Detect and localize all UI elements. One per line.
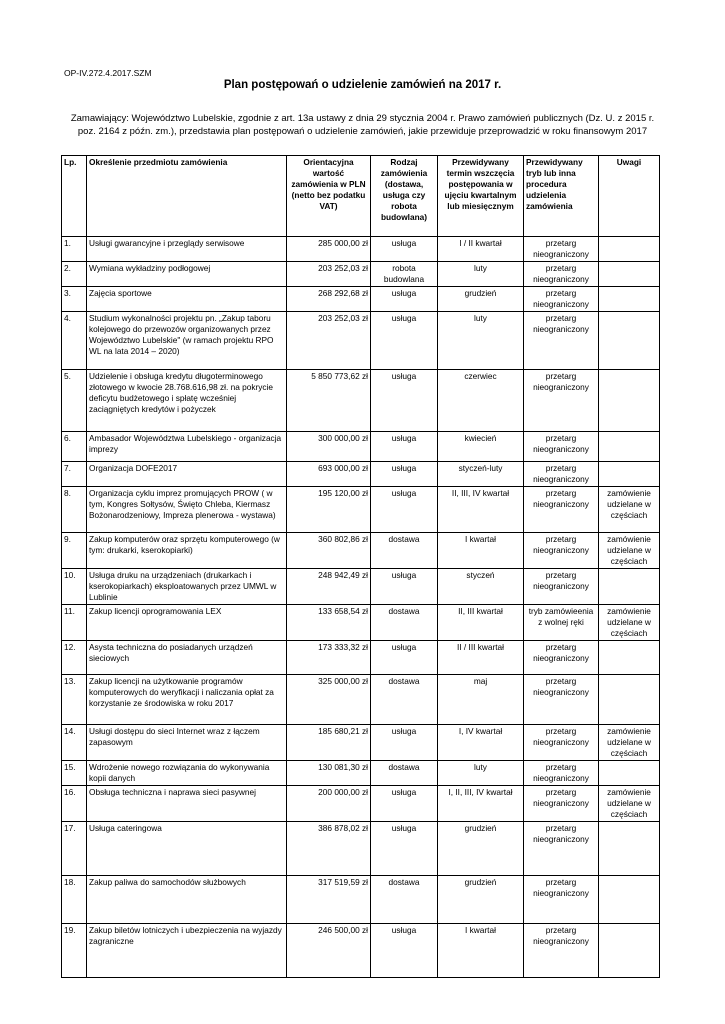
- cell-lp: 13.: [62, 675, 87, 725]
- cell-value: 195 120,00 zł: [287, 487, 371, 533]
- cell-subject: Organizacja cyklu imprez promujących PROW ( w tym, Kongres Sołtysów, Święto Chleba, Kiermasz Bożonarodzeniowy, Impreza plenerowa - wystawa): [87, 487, 287, 533]
- header-subject: Określenie przedmiotu zamówienia: [87, 156, 287, 237]
- table-row: [62, 370, 660, 432]
- cell-mode: przetarg nieograniczony: [524, 675, 599, 725]
- cell-type: usługa: [371, 462, 438, 487]
- cell-lp: 18.: [62, 876, 87, 924]
- cell-lp: 14.: [62, 725, 87, 761]
- cell-type: usługa: [371, 287, 438, 312]
- cell-value: 360 802,86 zł: [287, 533, 371, 569]
- cell-mode: przetarg nieograniczony: [524, 432, 599, 462]
- table-row: [62, 262, 660, 287]
- cell-subject: Zakup licencji na użytkowanie programów komputerowych do weryfikacji i naliczania opłat za korzystanie ze środowiska w roku 2017: [87, 675, 287, 725]
- cell-term: I / II kwartał: [438, 237, 524, 262]
- cell-value: 203 252,03 zł: [287, 312, 371, 370]
- cell-term: I kwartał: [438, 924, 524, 978]
- cell-notes: [599, 462, 660, 487]
- cell-mode: przetarg nieograniczony: [524, 237, 599, 262]
- cell-value: 203 252,03 zł: [287, 262, 371, 287]
- cell-lp: 15.: [62, 761, 87, 786]
- cell-subject: Zakup paliwa do samochodów służbowych: [87, 876, 287, 924]
- cell-term: kwiecień: [438, 432, 524, 462]
- cell-value: 248 942,49 zł: [287, 569, 371, 605]
- table-row: [62, 761, 660, 786]
- cell-value: 133 658,54 zł: [287, 605, 371, 641]
- cell-lp: 11.: [62, 605, 87, 641]
- table-row: [62, 487, 660, 533]
- header-value: Orientacyjna wartość zamówienia w PLN (netto bez podatku VAT): [287, 156, 371, 237]
- table-row: [62, 533, 660, 569]
- procurement-plan-table: [61, 155, 660, 978]
- cell-notes: [599, 569, 660, 605]
- cell-subject: Wymiana wykładziny podłogowej: [87, 262, 287, 287]
- table-row: [62, 876, 660, 924]
- cell-mode: przetarg nieograniczony: [524, 924, 599, 978]
- table-header-row: [62, 156, 660, 237]
- cell-mode: przetarg nieograniczony: [524, 761, 599, 786]
- cell-value: 317 519,59 zł: [287, 876, 371, 924]
- cell-mode: tryb zamówieenia z wolnej ręki: [524, 605, 599, 641]
- cell-lp: 6.: [62, 432, 87, 462]
- cell-subject: Usługa druku na urządzeniach (drukarkach i kserokopiarkach) eksploatowanych przez UMWL w Lublinie: [87, 569, 287, 605]
- header-lp: Lp.: [62, 156, 87, 237]
- cell-value: 185 680,21 zł: [287, 725, 371, 761]
- cell-value: 300 000,00 zł: [287, 432, 371, 462]
- cell-mode: przetarg nieograniczony: [524, 569, 599, 605]
- cell-notes: [599, 287, 660, 312]
- cell-type: usługa: [371, 432, 438, 462]
- cell-subject: Zakup komputerów oraz sprzętu komputerowego (w tym: drukarki, kserokopiarki): [87, 533, 287, 569]
- cell-type: usługa: [371, 370, 438, 432]
- intro-paragraph: Zamawiający: Województwo Lubelskie, zgodnie z art. 13a ustawy z dnia 29 stycznia 2004 r. Prawo zamówień publicznych (Dz. U. z 2015 r. poz. 2164 z późn. zm.), przedstawia plan postępowań o udzielenie zamówień, jakie przewiduje przeprowadzić w roku finansowym 2017: [70, 113, 655, 137]
- cell-term: maj: [438, 675, 524, 725]
- cell-notes: [599, 312, 660, 370]
- table-row: [62, 569, 660, 605]
- cell-notes: zamówienie udzielane w częściach: [599, 533, 660, 569]
- cell-type: robota budowlana: [371, 262, 438, 287]
- cell-lp: 2.: [62, 262, 87, 287]
- cell-mode: przetarg nieograniczony: [524, 533, 599, 569]
- cell-value: 325 000,00 zł: [287, 675, 371, 725]
- cell-lp: 1.: [62, 237, 87, 262]
- cell-notes: [599, 641, 660, 675]
- cell-subject: Ambasador Województwa Lubelskiego - organizacja imprezy: [87, 432, 287, 462]
- cell-notes: [599, 675, 660, 725]
- cell-notes: zamówienie udzielane w częściach: [599, 786, 660, 822]
- cell-term: grudzień: [438, 876, 524, 924]
- cell-term: styczeń-luty: [438, 462, 524, 487]
- table-row: [62, 605, 660, 641]
- cell-type: usługa: [371, 924, 438, 978]
- cell-term: I, IV kwartał: [438, 725, 524, 761]
- cell-type: usługa: [371, 641, 438, 675]
- document-title: Plan postępowań o udzielenie zamówień na 2017 r.: [223, 79, 502, 91]
- cell-type: dostawa: [371, 761, 438, 786]
- table-row: [62, 432, 660, 462]
- cell-value: 246 500,00 zł: [287, 924, 371, 978]
- cell-term: luty: [438, 262, 524, 287]
- cell-value: 200 000,00 zł: [287, 786, 371, 822]
- cell-notes: [599, 262, 660, 287]
- cell-type: dostawa: [371, 675, 438, 725]
- cell-mode: przetarg nieograniczony: [524, 262, 599, 287]
- cell-subject: Organizacja DOFE2017: [87, 462, 287, 487]
- cell-subject: Usługi dostępu do sieci Internet wraz z łączem zapasowym: [87, 725, 287, 761]
- cell-lp: 8.: [62, 487, 87, 533]
- cell-type: usługa: [371, 786, 438, 822]
- cell-mode: przetarg nieograniczony: [524, 462, 599, 487]
- cell-subject: Studium wykonalności projektu pn. „Zakup taboru kolejowego do przewozów organizowanych przez Województwo Lubelskie" (w ramach projektu RPO WL na lata 2014 – 2020): [87, 312, 287, 370]
- cell-term: II, III, IV kwartał: [438, 487, 524, 533]
- header-type: Rodzaj zamówienia (dostawa, usługa czy robota budowlana): [371, 156, 438, 237]
- cell-value: 285 000,00 zł: [287, 237, 371, 262]
- cell-notes: zamówienie udzielane w częściach: [599, 605, 660, 641]
- cell-term: I kwartał: [438, 533, 524, 569]
- table-row: [62, 312, 660, 370]
- cell-type: dostawa: [371, 605, 438, 641]
- cell-notes: [599, 822, 660, 876]
- cell-type: usługa: [371, 237, 438, 262]
- cell-notes: [599, 370, 660, 432]
- cell-lp: 12.: [62, 641, 87, 675]
- cell-mode: przetarg nieograniczony: [524, 312, 599, 370]
- table-row: [62, 641, 660, 675]
- cell-type: usługa: [371, 822, 438, 876]
- header-notes: Uwagi: [599, 156, 660, 237]
- cell-mode: przetarg nieograniczony: [524, 370, 599, 432]
- cell-subject: Zajęcia sportowe: [87, 287, 287, 312]
- header-mode: Przewidywany tryb lub inna procedura udzielenia zamówienia: [524, 156, 599, 237]
- cell-mode: przetarg nieograniczony: [524, 487, 599, 533]
- cell-type: usługa: [371, 569, 438, 605]
- cell-term: grudzień: [438, 287, 524, 312]
- cell-value: 386 878,02 zł: [287, 822, 371, 876]
- cell-subject: Wdrożenie nowego rozwiązania do wykonywania kopii danych: [87, 761, 287, 786]
- cell-notes: zamówienie udzielane w częściach: [599, 725, 660, 761]
- table-row: [62, 462, 660, 487]
- cell-type: dostawa: [371, 876, 438, 924]
- cell-lp: 4.: [62, 312, 87, 370]
- table-row: [62, 675, 660, 725]
- cell-term: styczeń: [438, 569, 524, 605]
- cell-lp: 19.: [62, 924, 87, 978]
- table-row: [62, 287, 660, 312]
- cell-lp: 17.: [62, 822, 87, 876]
- cell-subject: Obsługa techniczna i naprawa sieci pasywnej: [87, 786, 287, 822]
- cell-subject: Udzielenie i obsługa kredytu długoterminowego złotowego w kwocie 28.768.616,98 zł. na pokrycie deficytu budżetowego i spłatę wcześniej zaciągniętych kredytów i pożyczek: [87, 370, 287, 432]
- cell-notes: [599, 761, 660, 786]
- cell-mode: przetarg nieograniczony: [524, 822, 599, 876]
- table-row: [62, 725, 660, 761]
- cell-mode: przetarg nieograniczony: [524, 641, 599, 675]
- cell-notes: [599, 432, 660, 462]
- cell-value: 5 850 773,62 zł: [287, 370, 371, 432]
- cell-lp: 16.: [62, 786, 87, 822]
- cell-term: II / III kwartał: [438, 641, 524, 675]
- cell-term: luty: [438, 312, 524, 370]
- document-reference: OP-IV.272.4.2017.SZM: [64, 68, 152, 78]
- cell-type: usługa: [371, 725, 438, 761]
- cell-notes: [599, 924, 660, 978]
- cell-notes: [599, 237, 660, 262]
- cell-term: I, II, III, IV kwartał: [438, 786, 524, 822]
- cell-mode: przetarg nieograniczony: [524, 287, 599, 312]
- cell-subject: Usługa cateringowa: [87, 822, 287, 876]
- cell-notes: [599, 876, 660, 924]
- table-row: [62, 786, 660, 822]
- table-row: [62, 237, 660, 262]
- header-term: Przewidywany termin wszczęcia postępowania w ujęciu kwartalnym lub miesięcznym: [438, 156, 524, 237]
- cell-term: grudzień: [438, 822, 524, 876]
- cell-term: czerwiec: [438, 370, 524, 432]
- cell-value: 693 000,00 zł: [287, 462, 371, 487]
- cell-value: 173 333,32 zł: [287, 641, 371, 675]
- cell-lp: 3.: [62, 287, 87, 312]
- cell-term: II, III kwartał: [438, 605, 524, 641]
- cell-value: 130 081,30 zł: [287, 761, 371, 786]
- cell-subject: Usługi gwarancyjne i przeglądy serwisowe: [87, 237, 287, 262]
- cell-subject: Zakup licencji oprogramowania LEX: [87, 605, 287, 641]
- cell-lp: 7.: [62, 462, 87, 487]
- cell-subject: Asysta techniczna do posiadanych urządzeń sieciowych: [87, 641, 287, 675]
- cell-mode: przetarg nieograniczony: [524, 876, 599, 924]
- cell-term: luty: [438, 761, 524, 786]
- cell-lp: 9.: [62, 533, 87, 569]
- cell-type: usługa: [371, 487, 438, 533]
- cell-subject: Zakup biletów lotniczych i ubezpieczenia na wyjazdy zagraniczne: [87, 924, 287, 978]
- table-row: [62, 822, 660, 876]
- cell-value: 268 292,68 zł: [287, 287, 371, 312]
- cell-type: usługa: [371, 312, 438, 370]
- table-row: [62, 924, 660, 978]
- cell-mode: przetarg nieograniczony: [524, 725, 599, 761]
- cell-lp: 10.: [62, 569, 87, 605]
- cell-mode: przetarg nieograniczony: [524, 786, 599, 822]
- cell-type: dostawa: [371, 533, 438, 569]
- cell-notes: zamówienie udzielane w częściach: [599, 487, 660, 533]
- cell-lp: 5.: [62, 370, 87, 432]
